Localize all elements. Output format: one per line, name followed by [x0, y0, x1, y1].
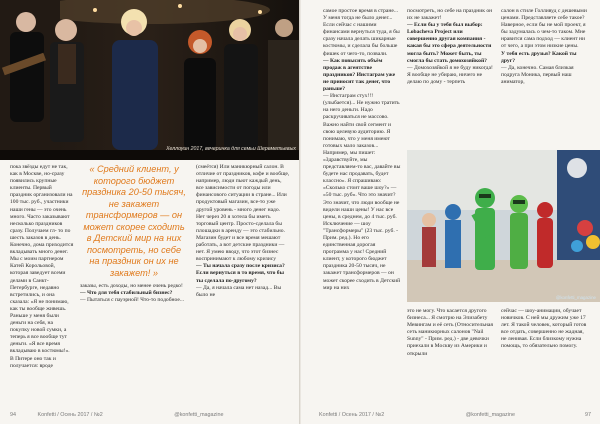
party-photo-left: [0, 0, 299, 160]
body-text: посмотреть, но себе на праздник он их не закажет!: [407, 8, 493, 22]
answer-text: — Инстаграм стух!!! (улыбается)... Не нужно тратить на него деньги. Надо раскручиваться не массово. Важно найти свой сегмент и свою целевую аудиторию. Я понимаю, что у меня имеют готовых мало заказов... Например, мы пишет: «Здравствуйте, мы представляем-то вас, давайте вы будете нас продавать, будет классно». Я спрашиваю: «Сколько стоит ваше шоу?» — «50 тыс. руб». Что это значит? Это значит, что люди вообще не видели наши цены! У нас все цены, в среднем, до 4 тыс. руб. Исключение — шоу "Трансформеры" (23 тыс. руб. - Прим. ред.). Но его единственная дорогая программа у нас! Средний клиент, у которого бюджет праздника 20-50 тысяч, не закажет трансформеров — он может скорее сходить в Детский мир на них: [323, 93, 401, 291]
body-text: (смеётся) Или маникюрный салон. В отличие от праздников, кофе и вообще, например, люди пьют каждый день, все зависимости от погоды или финансового ситуации в стране... Или продуктовый магазин, все-то уже другой уровень - много денег надо. Нет через 20 я хотела бы иметь торговый центр. Просто-сделала бы плошадки в аренду — это стабильно. Магазин будет и все время мешают работать, а вот детские праздники — нет. Я умею вводу, что этот бизнес воспринимают к любому кризису: [196, 164, 290, 263]
question-bold: — Что для тебя стабильный бизнес?: [80, 290, 173, 297]
body-text: заказы, есть доходы, но менее очень редко!: [80, 283, 183, 289]
body-text: пока звёзды едут не так, как в Москве, но-сразу появились крупные клиенты. Первый праздник организовали на 100 тыс. руб., участники наши гены — это очень много. Часто заказывают несколько праздников сразу. Получаем гл- то по шесть заказов в день. Конечно, дома приходится вкладывать много денег. Мы с моим партнером Катей Корольовой, которая заведует всеми делами в Санкт-Петербурге, недавно встретились, и она сказала: «Я не понимаю, как ты вообще живешь. Раньше у меня были деньги на себя, на покупку новой сумки, а теперь я все вообще тут деньги. «Я все время вкладываю в костюмы!». В Питере оно так и получается: вроде: [10, 164, 74, 369]
left-column-1: [10, 164, 74, 404]
footer-left: [10, 412, 290, 418]
right-column-2: [407, 8, 493, 146]
question-text: [501, 51, 589, 65]
question-text: [196, 263, 290, 284]
right-column-5: [501, 308, 589, 406]
answer-text: — Да, конечно. Самая близкая подруга Моника, первый наш аниматор,: [501, 64, 574, 85]
page-number: 97: [585, 412, 591, 418]
left-column-3: [196, 164, 290, 404]
left-column-2: [80, 164, 188, 404]
answer-text: — Домохозяйкой я не буду никогда! Я вообще не убираю, ничего не делаю по дому - терпеть: [407, 64, 493, 85]
right-column-4: [407, 308, 493, 406]
photo-caption: Хеллоуин 2017, вечеринка для семьи Шереметьевых: [166, 146, 296, 152]
photo-credit: @konfetti_magazine: [555, 295, 596, 300]
footer-issue: Konfetti / Осень 2017 / №2: [37, 412, 103, 418]
answer-text: — Пытаться с пауэрной! Что-то подобное...: [80, 297, 185, 304]
party-photo-right-art: [407, 150, 600, 302]
answer-text: — Да, я начала сама нет назад... Вы было не: [196, 284, 282, 298]
footer-handle: @konfetti_magazine: [465, 412, 515, 418]
body-text: самое простое время в стране... У меня тогда не было денег... Если сейчас с нашими финансами вернуться туда, я бы сразу начала делать шикарные костюмы, и сделала бы больше фишек от чего-то, позвали.: [323, 8, 400, 57]
page-number: 94: [10, 412, 16, 418]
left-page: [0, 0, 299, 424]
footer-issue: Konfetti / Осень 2017 / №2: [319, 412, 385, 418]
body-text: это не могу. Что касается другого бизнеса... Я смотрю на Элизабету Мевингам и её сеть (Относительная сеть маникюрных салонов "Nail Sunny" - Прим. ред.) - две девочки приехали в Москву из Америки и открыли: [407, 308, 493, 357]
body-text: салон в стиле Голливуд с дешевыми ценами. Представляете себе такое? Наверное, если бы не мой проект, я бы задумалась о чем-то таком. Мне нравится сама подход — клиент ни от чего, а при этом низкие цены.: [501, 8, 587, 50]
question-bold: — Если бы у тебя был выбор: Lobacheva Project или совершенно другая компания - какая бы это сфера деятельности могла быть? Может быть, ты смогла бы стать домохозяйкой?: [407, 22, 492, 64]
question-bold: — Ты начала сразу после кризиса? Если вернуться в то время, что бы ты сделала по-другому?: [196, 263, 285, 284]
question-text: [407, 22, 493, 65]
body-text: сейчас — шоу-анимации, обучает новичков. С ней мы дружим уже 17 лет. Я такой человек, который готов все отдать, совершенно не жадная, не ленивая. Если близкому нужна помощь, то обязательно помогу.: [501, 308, 587, 350]
pull-quote: « Средний клиент, у которого бюджет праздника 20-50 тысяч, не закажет трансформеров — он может скорее сходить в Детский мир на них посмотреть, но себе на праздник он их не закажет! »: [82, 164, 186, 278]
footer-right: [319, 412, 591, 418]
question-text: [323, 58, 401, 93]
question-bold: У тебя есть друзья? Какой ты друг?: [501, 50, 577, 64]
party-photo-left-art: [0, 0, 299, 160]
question-bold: — Как повысить объём продаж в агентстве праздников? Инстаграм уже не приносит так денег, что раньше?: [323, 57, 396, 93]
right-column-1: [323, 8, 401, 403]
right-column-3: [501, 8, 589, 146]
party-photo-right: [407, 150, 600, 302]
footer-handle: @konfetti_magazine: [174, 412, 224, 418]
right-page: [301, 0, 600, 424]
